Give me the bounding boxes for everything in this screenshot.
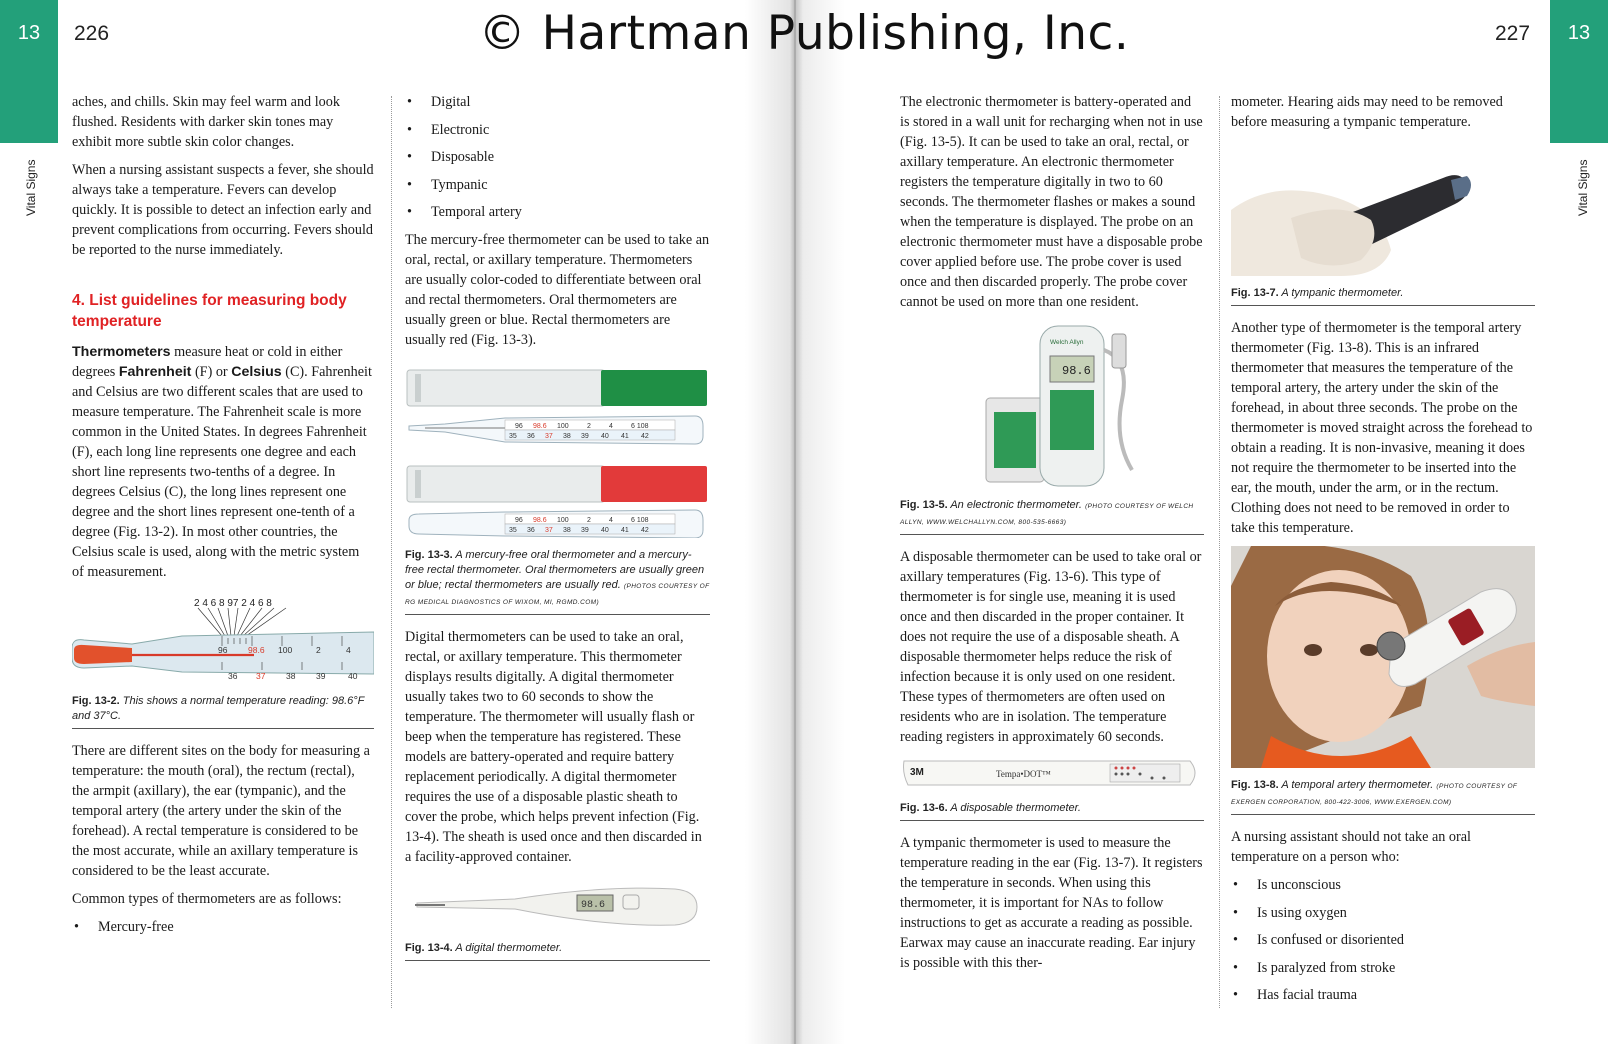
scale-label: 40 <box>601 526 609 534</box>
copyright-watermark: © Hartman Publishing, Inc. <box>478 6 1130 61</box>
scale-label: 38 <box>563 526 571 534</box>
caption-text: A mercury-free oral thermometer and a mercury-free rectal thermometer. Oral thermometers are usually green or blue; rectal thermometers are usually red. <box>405 548 705 591</box>
chapter-number: 13 <box>1567 22 1591 44</box>
paragraph: When a nursing assistant suspects a fever, she should always take a temperature. Fevers can develop quickly. It is possible to detect an infection early and prevent complications from occurring. Fevers should be reported to the nurse immediately. <box>72 162 374 258</box>
paragraph <box>72 342 374 582</box>
tympanic-thermometer-photo <box>1231 140 1535 276</box>
section-label-left: Vital Signs <box>24 159 38 216</box>
figure-label: Fig. 13-6. <box>900 802 948 814</box>
figure-label: Fig. 13-5. <box>900 499 948 511</box>
scale-label: 96 <box>218 645 228 655</box>
bullet-list <box>405 92 710 222</box>
figure-13-8 <box>1231 546 1535 815</box>
term-celsius: Celsius <box>231 364 282 380</box>
disposable-thermometer-illustration <box>900 755 1204 791</box>
figure-label: Fig. 13-8. <box>1231 779 1279 791</box>
figure-label: Fig. 13-2. <box>72 695 120 707</box>
list-item: • Mercury-free <box>72 917 374 937</box>
figure-label: Fig. 13-4. <box>405 941 453 954</box>
paragraph: A disposable thermometer can be used to take oral or axillary temperatures (Fig. 13-6). This type of thermometer is for single use, meaning it is used once and then discarded in the proper container. It does not require the use of a disposable sheath. A disposable thermometer helps reduce the risk of infection because it is only used on one resident. These types of thermometers are often used on residents who are in isolation. The temperature reading registers in approximately 60 seconds. <box>900 549 1202 745</box>
photo-credit: (PHOTO COURTESY OF EXERGEN CORPORATION, 800-422-3006, WWW.EXERGEN.COM) <box>1231 783 1518 806</box>
figure-13-5 <box>900 320 1204 535</box>
scale-label: 6 108 <box>631 516 649 524</box>
list-item: • Is unconscious <box>1231 875 1535 895</box>
brand-label: Welch Allyn <box>1050 339 1084 346</box>
scale-label: 100 <box>557 422 569 430</box>
temporal-artery-thermometer-photo <box>1231 546 1535 768</box>
figure-caption <box>405 941 710 961</box>
term-fahrenheit: Fahrenheit <box>118 364 192 380</box>
figure-caption <box>1231 778 1535 815</box>
paragraph: The mercury-free thermometer can be used to take an oral, rectal, or axillary temperature. Thermometers are usually color-coded to differentiate between oral and rectal thermometers. Oral thermometers are usually green or blue. Rectal thermometers are usually red (Fig. 13-3). <box>405 231 710 348</box>
figure-13-4 <box>405 875 710 961</box>
scale-label: 39 <box>581 432 589 440</box>
scale-label: 39 <box>581 526 589 534</box>
mercury-free-thermometers-illustration <box>405 358 710 538</box>
figure-label: Fig. 13-3. <box>405 548 453 561</box>
scale-label: 100 <box>557 516 569 524</box>
oral-cap <box>601 370 707 406</box>
scale-label: 98.6 <box>533 516 547 524</box>
section-label-right: Vital Signs <box>1576 159 1590 216</box>
figure-13-7 <box>1231 140 1535 306</box>
paragraph: aches, and chills. Skin may feel warm and look flushed. Residents with darker skin tones may exhibit more subtle skin color changes. <box>72 94 340 150</box>
product-label: Tempa•DOT™ <box>996 769 1051 779</box>
paragraph: There are different sites on the body for measuring a temperature: the mouth (oral), the rectum (rectal), the armpit (axillary), the ear (tympanic), and the temporal artery (the artery under the skin of the forehead). A rectal temperature is considered to be the most accurate, while an axillary temperature is considered to be the least accurate. <box>72 743 370 879</box>
figure-caption <box>900 801 1204 821</box>
column-1 <box>72 92 374 945</box>
scale-label: 42 <box>641 432 649 440</box>
tick-numbers: 2 4 6 8 97 2 4 6 8 <box>194 598 272 609</box>
scale-label: 39 <box>316 671 326 681</box>
figure-13-3 <box>405 358 710 615</box>
bullet-list <box>1231 875 1535 1005</box>
scale-label: 38 <box>286 671 296 681</box>
scale-label: 4 <box>609 422 613 430</box>
scale-label: 36 <box>527 526 535 534</box>
paragraph: A tympanic thermometer is used to measure the temperature reading in the ear (Fig. 13-7). It registers the temperature in seconds. When using this thermometer, it is important for NAs to follow instructions to get as accurate a reading as possible. Earwax may cause an inaccurate reading. Ear injury is possible with this ther- <box>900 835 1203 971</box>
column-2 <box>405 92 710 973</box>
column-divider <box>391 96 392 1008</box>
list-item: • Is confused or disoriented <box>1231 930 1535 950</box>
scale-label: 35 <box>509 432 517 440</box>
scale-label: 2 <box>587 422 591 430</box>
term-thermometers: Thermometers <box>72 344 171 360</box>
display-reading: 98.6 <box>1062 364 1091 378</box>
paragraph: Common types of thermometers are as follows: <box>72 891 342 907</box>
photo-credit: (PHOTOS COURTESY OF RG MEDICAL DIAGNOSTICS OF WIXOM, MI, RGMD.COM) <box>405 582 710 606</box>
scale-label: 41 <box>621 432 629 440</box>
scale-label: 38 <box>563 432 571 440</box>
scale-label: 40 <box>348 671 358 681</box>
scale-label: 100 <box>278 645 293 655</box>
scale-label: 35 <box>509 526 517 534</box>
caption-text: An electronic thermometer. <box>950 499 1082 511</box>
text-run: measure heat or cold in either degrees <box>72 344 343 380</box>
list-item: • Tympanic <box>405 175 710 195</box>
scale-label: 2 <box>316 645 321 655</box>
list-item: • Digital <box>405 92 710 112</box>
list-item: • Electronic <box>405 120 710 140</box>
figure-label: Fig. 13-7. <box>1231 287 1279 299</box>
scale-label: 6 108 <box>631 422 649 430</box>
scale-label: 96 <box>515 422 523 430</box>
brand-label: 3M <box>910 767 924 778</box>
figure-13-6 <box>900 755 1204 821</box>
text-run: (F) or <box>191 364 232 380</box>
book-spine <box>745 0 845 1044</box>
chapter-number: 13 <box>17 22 41 44</box>
scale-label: 4 <box>346 645 351 655</box>
page-number-left: 226 <box>74 22 110 45</box>
figure-caption <box>1231 286 1535 306</box>
figure-13-2 <box>72 590 374 729</box>
digital-thermometer-illustration <box>405 875 710 931</box>
caption-text: A digital thermometer. <box>455 941 563 954</box>
list-item: • Is paralyzed from stroke <box>1231 958 1535 978</box>
paragraph: The electronic thermometer is battery-operated and is stored in a wall unit for recharging when not in use (Fig. 13-5). It can be used to take an oral, rectal, or axillary temperature. An electronic thermometer registers the temperature digitally in two to 60 seconds. The thermometer flashes or makes a sound when the temperature is displayed. The probe on an electronic thermometer must have a disposable probe cover applied before use. The probe cover is used once and then discarded properly. The probe cover cannot be used on more than one resident. <box>900 94 1203 310</box>
column-3 <box>900 92 1204 981</box>
scale-label: 96 <box>515 516 523 524</box>
scale-label: 36 <box>228 671 238 681</box>
column-4 <box>1231 92 1535 1013</box>
scale-label: 37 <box>256 671 266 681</box>
caption-text: A tympanic thermometer. <box>1281 287 1404 299</box>
electronic-thermometer-illustration <box>900 320 1204 488</box>
rectal-cap <box>601 466 707 502</box>
display-reading: 98.6 <box>581 899 606 911</box>
text-run: (C). Fahrenheit and Celsius are two different scales that are used to measure temperature. The Fahrenheit scale is more common in the United States. In degrees Fahrenheit (F), each long line represents one degree and each short line represents two-tenths of a degree. In degrees Celsius (C), the long lines represent one degree and the short lines represent one-tenth of a degree (Fig. 13-2). In most other countries, the Celsius scale is used, along with the metric system of measurement. <box>72 364 372 580</box>
caption-text: This shows a normal temperature reading: 98.6°F and 37°C. <box>72 695 365 722</box>
paragraph: A nursing assistant should not take an oral temperature on a person who: <box>1231 829 1471 865</box>
list-item: • Is using oxygen <box>1231 903 1535 923</box>
list-item: • Temporal artery <box>405 202 710 222</box>
column-divider <box>1219 96 1220 1008</box>
scale-label: 4 <box>609 516 613 524</box>
thermometer-scale-illustration <box>72 590 374 684</box>
list-item: • Disposable <box>405 147 710 167</box>
caption-text: A temporal artery thermometer. <box>1281 779 1434 791</box>
scale-label: 37 <box>545 526 553 534</box>
scale-label: 2 <box>587 516 591 524</box>
scale-label: 41 <box>621 526 629 534</box>
caption-text: A disposable thermometer. <box>950 802 1081 814</box>
scale-label: 42 <box>641 526 649 534</box>
bullet-list <box>72 917 374 937</box>
photo-credit: (PHOTO COURTESY OF WELCH ALLYN, WWW.WELCHALLYN.COM, 800-535-6663) <box>900 503 1194 526</box>
paragraph: mometer. Hearing aids may need to be removed before measuring a tympanic temperature. <box>1231 94 1503 130</box>
page-number-right: 227 <box>1495 22 1531 45</box>
figure-caption <box>72 694 374 729</box>
scale-label: 36 <box>527 432 535 440</box>
scale-label: 37 <box>545 432 553 440</box>
scale-label: 98.6 <box>248 645 265 655</box>
section-heading: 4. List guidelines for measuring body temperature <box>72 292 347 330</box>
paragraph: Another type of thermometer is the temporal artery thermometer (Fig. 13-8). This is an infrared thermometer that measures the temperature of the temporal artery, the artery under the skin of the forehead, in about three seconds. The probe on the thermometer is moved straight across the forehead to obtain a reading. It is non-invasive, meaning it does not require the thermometer to be inserted into the ear, the mouth, under the arm, or in the rectum. Clothing does not need to be removed in order to take this temperature. <box>1231 320 1533 536</box>
list-item: • Has facial trauma <box>1231 985 1535 1005</box>
scale-label: 40 <box>601 432 609 440</box>
figure-caption <box>900 498 1204 535</box>
scale-label: 98.6 <box>533 422 547 430</box>
paragraph: Digital thermometers can be used to take an oral, rectal, or axillary temperature. This thermometer displays results digitally. A digital thermometer usually takes two to 60 seconds to show the temperature. The thermometer will usually flash or beep when the temperature has registered. These models are battery-operated and require battery replacement periodically. A digital thermometer requires the use of a disposable plastic sheath to cover the probe, which helps prevent infection (Fig. 13-4). The sheath is used once and then discarded in a facility-approved container. <box>405 628 702 865</box>
figure-caption <box>405 548 710 615</box>
